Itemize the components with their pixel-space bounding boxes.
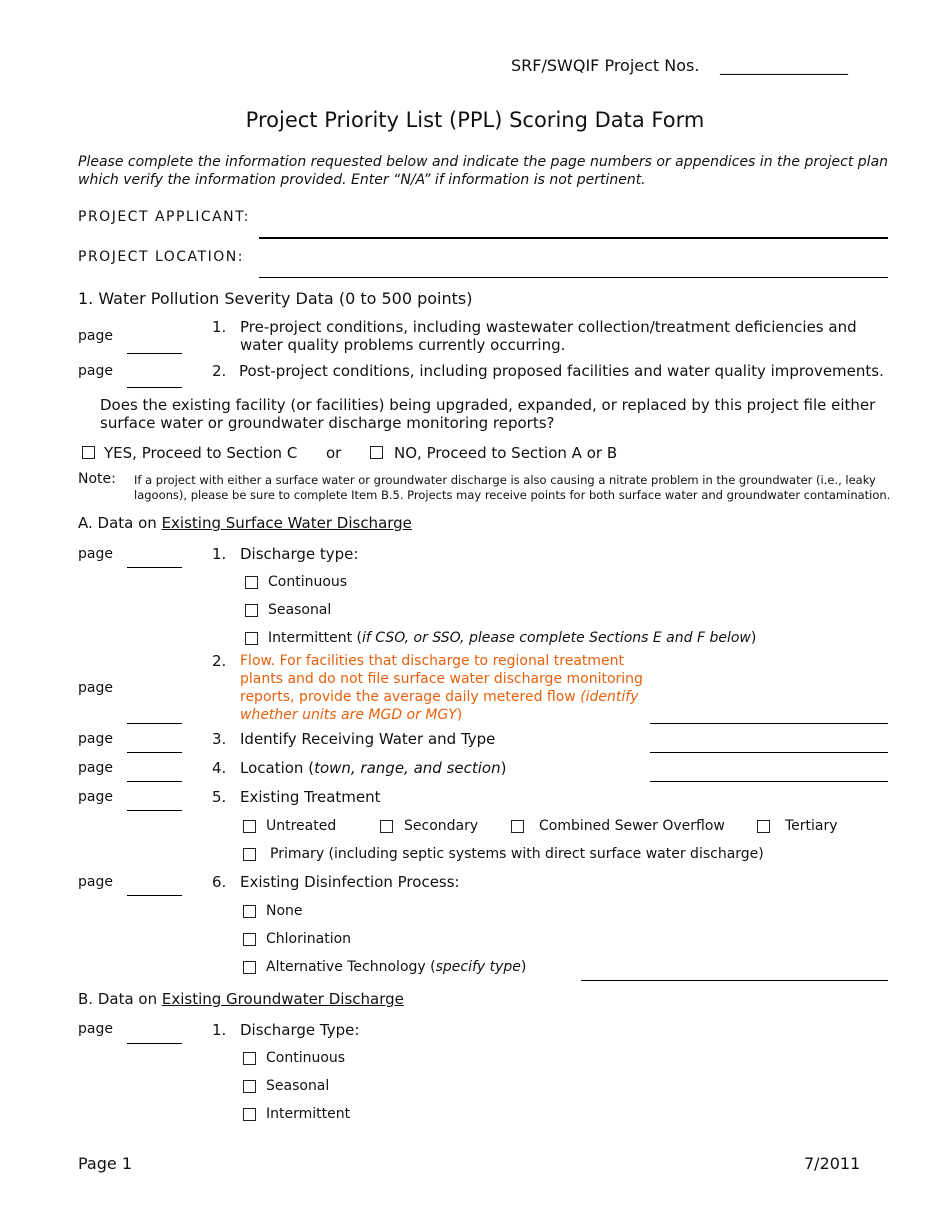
item-text-part: town, range, and section	[314, 759, 501, 777]
question-line-1: Does the existing facility (or facilities) being upgraded, expanded, or replaced by this project file either	[100, 396, 876, 414]
item-text-part: )	[500, 759, 507, 777]
flow-text: plants and do not file surface water discharge monitoring	[240, 671, 643, 687]
page-label: page	[78, 731, 113, 747]
section-b-heading-text: Existing Groundwater Discharge	[161, 990, 404, 1008]
page-label: page	[78, 363, 113, 379]
note-line-2: lagoons), please be sure to complete Item B.5. Projects may receive points for both surface water and groundwater contamination.	[134, 488, 891, 502]
chlorination-checkbox[interactable]	[243, 933, 256, 946]
option-note: if CSO, or SSO, please complete Sections E and F below	[362, 630, 751, 646]
page-label: page	[78, 760, 113, 776]
page-field[interactable]	[127, 895, 182, 896]
page-field[interactable]	[127, 567, 182, 568]
location-field[interactable]	[259, 277, 888, 278]
primary-checkbox[interactable]	[243, 848, 256, 861]
receiving-water-field[interactable]	[650, 752, 888, 753]
page-label: page	[78, 328, 113, 344]
item-text: water quality problems currently occurring.	[240, 336, 566, 354]
option-close: )	[750, 630, 757, 646]
option-label: Continuous	[268, 574, 348, 590]
page-field[interactable]	[127, 1043, 182, 1044]
option-label	[268, 630, 756, 646]
item-text-part: Location (	[240, 759, 315, 777]
alternative-technology-field[interactable]	[581, 980, 888, 981]
yes-checkbox[interactable]	[82, 446, 95, 459]
applicant-field[interactable]	[259, 237, 888, 239]
section-b-prefix: B. Data on	[78, 990, 162, 1008]
item-text: Identify Receiving Water and Type	[240, 730, 496, 748]
secondary-checkbox[interactable]	[380, 820, 393, 833]
page-label: page	[78, 1021, 113, 1037]
option-label	[266, 959, 526, 975]
item-text	[240, 759, 506, 777]
option-label: Untreated	[266, 818, 337, 834]
untreated-checkbox[interactable]	[243, 820, 256, 833]
page-field[interactable]	[127, 387, 182, 388]
intro-line-1: Please complete the information requested below and indicate the page numbers or appendices in the project plan	[78, 154, 889, 170]
intermittent-checkbox[interactable]	[245, 632, 258, 645]
page-label: page	[78, 789, 113, 805]
page-field[interactable]	[127, 752, 182, 753]
section-a-heading-text: Existing Surface Water Discharge	[161, 514, 412, 532]
item-number: 1.	[212, 1021, 227, 1039]
flow-text-part: whether units are MGD or MGY	[240, 707, 457, 723]
option-label: Seasonal	[268, 602, 332, 618]
option-label: Combined Sewer Overflow	[539, 818, 725, 834]
item-number: 4.	[212, 759, 227, 777]
section-b-heading	[78, 990, 404, 1008]
page-label: page	[78, 546, 113, 562]
page-label: page	[78, 874, 113, 890]
option-label: Primary (including septic systems with direct surface water discharge)	[270, 846, 764, 862]
note-line-1: If a project with either a surface water or groundwater discharge is also causing a nitrate problem in the groundwater (i.e., leaky	[134, 473, 876, 487]
item-number: 1.	[212, 545, 227, 563]
continuous-checkbox[interactable]	[245, 576, 258, 589]
option-label: Intermittent	[266, 1106, 351, 1122]
page-field[interactable]	[127, 810, 182, 811]
seasonal-checkbox[interactable]	[245, 604, 258, 617]
page-field[interactable]	[127, 353, 182, 354]
page-field[interactable]	[127, 723, 182, 724]
flow-text-part: (identify	[580, 689, 639, 705]
option-label-text: Alternative Technology (	[266, 959, 436, 975]
footer-page-number: Page 1	[78, 1154, 132, 1173]
item-text: Discharge Type:	[240, 1021, 360, 1039]
flow-text	[240, 689, 639, 705]
flow-text-part: )	[456, 707, 463, 723]
project-nos-label: SRF/SWQIF Project Nos.	[511, 56, 700, 75]
location-detail-field[interactable]	[650, 781, 888, 782]
section-a-prefix: A. Data on	[78, 514, 162, 532]
item-number: 2.	[212, 362, 227, 380]
option-close: )	[520, 959, 527, 975]
page-field[interactable]	[127, 781, 182, 782]
project-nos-blank[interactable]: ________________	[720, 56, 848, 75]
form-title: Project Priority List (PPL) Scoring Data Form	[245, 108, 705, 132]
or-text: or	[326, 444, 342, 462]
option-label: Chlorination	[266, 931, 352, 947]
section-a-heading	[78, 514, 412, 532]
footer-date: 7/2011	[804, 1154, 861, 1173]
no-checkbox[interactable]	[370, 446, 383, 459]
cso-checkbox[interactable]	[511, 820, 524, 833]
tertiary-checkbox[interactable]	[757, 820, 770, 833]
item-number: 3.	[212, 730, 227, 748]
item-text: Existing Treatment	[240, 788, 381, 806]
item-number: 6.	[212, 873, 227, 891]
no-option-label: NO, Proceed to Section A or B	[394, 444, 618, 462]
flow-text-part: reports, provide the average daily metered flow	[240, 689, 581, 705]
question-line-2: surface water or groundwater discharge monitoring reports?	[100, 414, 555, 432]
item-number: 5.	[212, 788, 227, 806]
location-label: PROJECT LOCATION:	[78, 249, 244, 265]
option-label: Seasonal	[266, 1078, 330, 1094]
flow-field[interactable]	[650, 723, 888, 724]
option-label: Continuous	[266, 1050, 346, 1066]
item-number: 2.	[212, 652, 227, 670]
option-label: Secondary	[404, 818, 479, 834]
page-label: page	[78, 680, 113, 696]
option-note: specify type	[435, 959, 521, 975]
option-label: None	[266, 903, 303, 919]
alternative-technology-checkbox[interactable]	[243, 961, 256, 974]
item-text: Existing Disinfection Process:	[240, 873, 460, 891]
intro-line-2: which verify the information provided. Enter “N/A” if information is not pertinent.	[78, 172, 646, 188]
gw-continuous-checkbox[interactable]	[243, 1052, 256, 1065]
item-text: Post-project conditions, including proposed facilities and water quality improvements.	[239, 362, 884, 380]
yes-option-label: YES, Proceed to Section C	[104, 444, 298, 462]
item-text: Pre-project conditions, including wastewater collection/treatment deficiencies and	[240, 318, 857, 336]
gw-seasonal-checkbox[interactable]	[243, 1080, 256, 1093]
applicant-label: PROJECT APPLICANT:	[78, 209, 250, 225]
gw-intermittent-checkbox[interactable]	[243, 1108, 256, 1121]
item-text: Discharge type:	[240, 545, 359, 563]
item-number: 1.	[212, 318, 227, 336]
note-label: Note:	[78, 471, 116, 487]
flow-text: Flow. For facilities that discharge to regional treatment	[240, 653, 625, 669]
section-1-heading: 1. Water Pollution Severity Data (0 to 500 points)	[78, 289, 473, 308]
option-label: Tertiary	[785, 818, 838, 834]
option-label-text: Intermittent (	[268, 630, 363, 646]
flow-text	[240, 707, 462, 723]
none-checkbox[interactable]	[243, 905, 256, 918]
